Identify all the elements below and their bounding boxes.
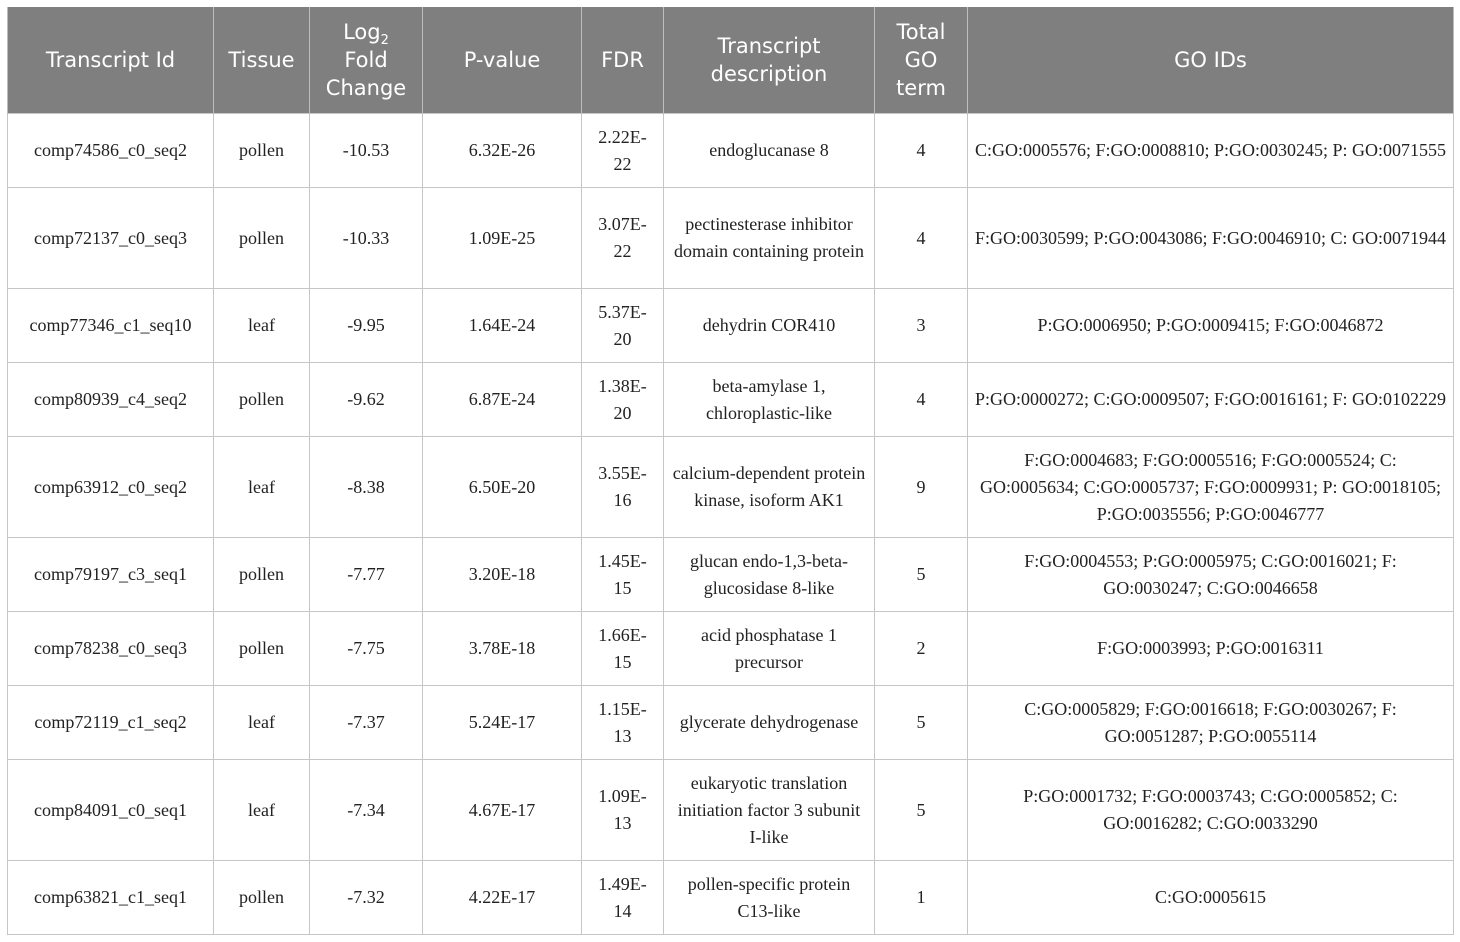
cell-description: endoglucanase 8 [664, 114, 875, 188]
header-fdr [582, 7, 664, 114]
header-pvalue-label: P-value [463, 48, 541, 72]
table-row [8, 188, 1454, 289]
cell-log2fc: -7.77 [310, 538, 423, 612]
header-total-line3: term [896, 76, 946, 100]
cell-description: pollen-specific protein C13-like [664, 861, 875, 935]
header-log2-subscript: 2 [380, 33, 389, 49]
table-row [8, 289, 1454, 363]
cell-total-go: 4 [875, 188, 968, 289]
cell-pvalue: 6.87E-24 [423, 363, 582, 437]
cell-tissue: leaf [214, 437, 310, 538]
cell-description: beta-amylase 1, chloroplastic-like [664, 363, 875, 437]
header-log2-line2: Fold [344, 48, 388, 72]
cell-transcript-id: comp84091_c0_seq1 [8, 760, 214, 861]
cell-pvalue: 4.22E-17 [423, 861, 582, 935]
cell-description: acid phosphatase 1 precursor [664, 612, 875, 686]
cell-go-ids: F:GO:0003993; P:GO:0016311 [968, 612, 1454, 686]
cell-fdr: 1.15E-13 [582, 686, 664, 760]
cell-log2fc: -7.34 [310, 760, 423, 861]
cell-go-ids: P:GO:0000272; C:GO:0009507; F:GO:0016161; F: GO:0102229 [968, 363, 1454, 437]
cell-description: pectinesterase inhibitor domain containing protein [664, 188, 875, 289]
table-row [8, 114, 1454, 188]
cell-log2fc: -9.62 [310, 363, 423, 437]
header-transcript-description [664, 7, 875, 114]
cell-fdr: 1.09E-13 [582, 760, 664, 861]
cell-total-go: 5 [875, 686, 968, 760]
cell-pvalue: 1.09E-25 [423, 188, 582, 289]
cell-transcript-id: comp74586_c0_seq2 [8, 114, 214, 188]
table-row [8, 363, 1454, 437]
cell-transcript-id: comp80939_c4_seq2 [8, 363, 214, 437]
table-row [8, 760, 1454, 861]
cell-go-ids: C:GO:0005576; F:GO:0008810; P:GO:0030245; P: GO:0071555 [968, 114, 1454, 188]
header-go-ids-label: GO IDs [1174, 48, 1247, 72]
cell-transcript-id: comp63821_c1_seq1 [8, 861, 214, 935]
cell-log2fc: -7.32 [310, 861, 423, 935]
cell-log2fc: -7.37 [310, 686, 423, 760]
cell-transcript-id: comp78238_c0_seq3 [8, 612, 214, 686]
cell-fdr: 3.55E-16 [582, 437, 664, 538]
cell-go-ids: F:GO:0030599; P:GO:0043086; F:GO:0046910; C: GO:0071944 [968, 188, 1454, 289]
cell-transcript-id: comp63912_c0_seq2 [8, 437, 214, 538]
header-log2-fold-change [310, 7, 423, 114]
table-row [8, 861, 1454, 935]
cell-fdr: 1.45E-15 [582, 538, 664, 612]
cell-go-ids: C:GO:0005615 [968, 861, 1454, 935]
cell-total-go: 1 [875, 861, 968, 935]
cell-pvalue: 3.20E-18 [423, 538, 582, 612]
cell-total-go: 4 [875, 363, 968, 437]
cell-description: calcium-dependent protein kinase, isoform AK1 [664, 437, 875, 538]
table-row [8, 437, 1454, 538]
cell-tissue: pollen [214, 861, 310, 935]
header-total-line1: Total [896, 20, 946, 44]
table-row [8, 612, 1454, 686]
cell-fdr: 1.66E-15 [582, 612, 664, 686]
cell-transcript-id: comp72119_c1_seq2 [8, 686, 214, 760]
cell-log2fc: -9.95 [310, 289, 423, 363]
cell-log2fc: -7.75 [310, 612, 423, 686]
cell-total-go: 5 [875, 760, 968, 861]
header-transcript-id [8, 7, 214, 114]
table-row [8, 538, 1454, 612]
cell-total-go: 2 [875, 612, 968, 686]
header-tissue [214, 7, 310, 114]
cell-fdr: 1.49E-14 [582, 861, 664, 935]
cell-go-ids: C:GO:0005829; F:GO:0016618; F:GO:0030267; F: GO:0051287; P:GO:0055114 [968, 686, 1454, 760]
cell-tissue: pollen [214, 363, 310, 437]
header-desc-line1: Transcript [717, 34, 821, 58]
cell-transcript-id: comp77346_c1_seq10 [8, 289, 214, 363]
cell-fdr: 2.22E-22 [582, 114, 664, 188]
cell-transcript-id: comp79197_c3_seq1 [8, 538, 214, 612]
cell-tissue: pollen [214, 538, 310, 612]
cell-pvalue: 1.64E-24 [423, 289, 582, 363]
header-desc-line2: description [710, 62, 828, 86]
cell-transcript-id: comp72137_c0_seq3 [8, 188, 214, 289]
cell-pvalue: 3.78E-18 [423, 612, 582, 686]
cell-fdr: 3.07E-22 [582, 188, 664, 289]
cell-total-go: 5 [875, 538, 968, 612]
cell-description: eukaryotic translation initiation factor 3 subunit I-like [664, 760, 875, 861]
cell-go-ids: F:GO:0004553; P:GO:0005975; C:GO:0016021; F: GO:0030247; C:GO:0046658 [968, 538, 1454, 612]
cell-go-ids: P:GO:0006950; P:GO:0009415; F:GO:0046872 [968, 289, 1454, 363]
cell-go-ids: P:GO:0001732; F:GO:0003743; C:GO:0005852; C: GO:0016282; C:GO:0033290 [968, 760, 1454, 861]
cell-description: glycerate dehydrogenase [664, 686, 875, 760]
results-table-container [7, 7, 1453, 935]
header-transcript-id-label: Transcript Id [45, 48, 176, 72]
cell-pvalue: 5.24E-17 [423, 686, 582, 760]
table-row [8, 686, 1454, 760]
cell-description: glucan endo-1,3-beta-glucosidase 8-like [664, 538, 875, 612]
cell-tissue: leaf [214, 686, 310, 760]
header-log2-line3: Change [325, 76, 407, 100]
header-go-ids [968, 7, 1454, 114]
header-tissue-label: Tissue [228, 48, 295, 72]
cell-log2fc: -8.38 [310, 437, 423, 538]
cell-tissue: pollen [214, 612, 310, 686]
cell-fdr: 1.38E-20 [582, 363, 664, 437]
cell-pvalue: 6.50E-20 [423, 437, 582, 538]
table-header-row [8, 7, 1454, 114]
cell-total-go: 3 [875, 289, 968, 363]
cell-pvalue: 4.67E-17 [423, 760, 582, 861]
cell-tissue: pollen [214, 188, 310, 289]
header-fdr-label: FDR [601, 48, 644, 72]
gene-expression-table [7, 7, 1454, 935]
cell-total-go: 9 [875, 437, 968, 538]
cell-fdr: 5.37E-20 [582, 289, 664, 363]
cell-description: dehydrin COR410 [664, 289, 875, 363]
cell-tissue: leaf [214, 289, 310, 363]
cell-log2fc: -10.33 [310, 188, 423, 289]
cell-tissue: pollen [214, 114, 310, 188]
cell-log2fc: -10.53 [310, 114, 423, 188]
cell-tissue: leaf [214, 760, 310, 861]
header-log2-prefix: Log [343, 20, 381, 44]
cell-total-go: 4 [875, 114, 968, 188]
header-pvalue [423, 7, 582, 114]
cell-go-ids: F:GO:0004683; F:GO:0005516; F:GO:0005524; C: GO:0005634; C:GO:0005737; F:GO:0009931; P: GO:0018105; P:GO:0035556; P:GO:0046777 [968, 437, 1454, 538]
header-total-go-term [875, 7, 968, 114]
header-total-line2: GO [904, 48, 938, 72]
cell-pvalue: 6.32E-26 [423, 114, 582, 188]
